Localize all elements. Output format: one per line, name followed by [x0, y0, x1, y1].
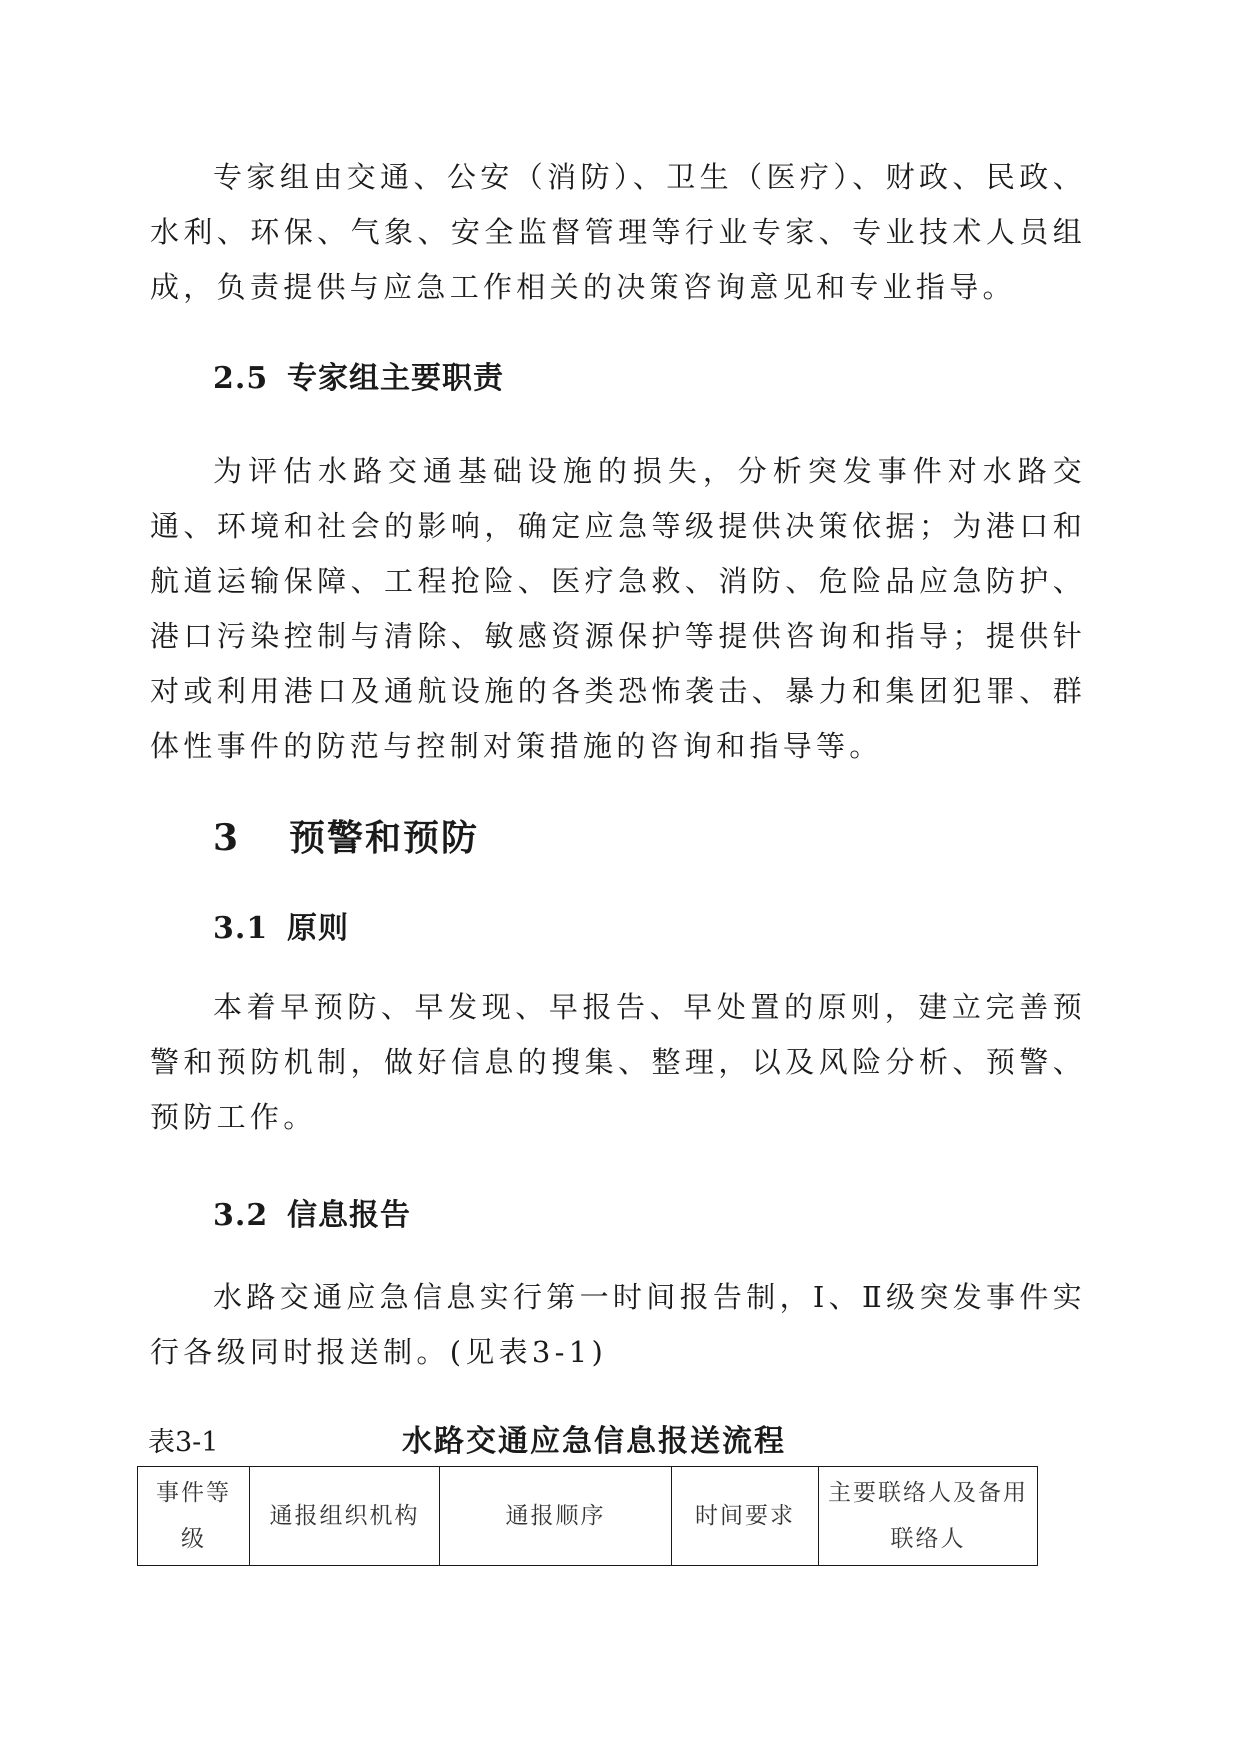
heading-3-2: [213, 1190, 411, 1234]
report-flow-table: [137, 1466, 1038, 1566]
paragraph-expert-group-composition: 专家组由交通、公安（消防）、卫生（医疗）、财政、民政、水利、环保、气象、安全监督管理等行业专家、专业技术人员组成，负责提供与应急工作相关的决策咨询意见和专业指导。: [150, 160, 1086, 304]
heading-title: 原则: [287, 911, 349, 946]
heading-title: 信息报告: [287, 1198, 411, 1233]
header-notifying-organization: 通报组织机构: [250, 1467, 440, 1566]
heading-number: 3.2: [213, 1198, 269, 1233]
heading-title: 专家组主要职责: [287, 361, 504, 396]
table-label: 表3-1: [148, 1427, 219, 1458]
heading-3-1: [213, 903, 349, 947]
header-contacts: 主要联络人及备用联络人: [819, 1467, 1038, 1566]
heading-2-5: [213, 353, 504, 397]
heading-number: 2.5: [213, 361, 269, 396]
heading-title: 预警和预防: [289, 817, 480, 859]
heading-number: 3: [213, 817, 241, 859]
paragraph-expert-group-duties: 为评估水路交通基础设施的损失，分析突发事件对水路交通、环境和社会的影响，确定应急等级提供决策依据；为港口和航道运输保障、工程抢险、医疗急救、消防、危险品应急防护、港口污染控制与清除、敏感资源保护等提供咨询和指导；提供针对或利用港口及通航设施的各类恐怖袭击、暴力和集团犯罪、群体性事件的防范与控制对策措施的咨询和指导等。: [150, 454, 1086, 763]
heading-3: [213, 810, 479, 861]
table-header-row: [138, 1467, 1038, 1566]
header-event-level: 事件等级: [138, 1467, 250, 1566]
paragraph-info-report: 水路交通应急信息实行第一时间报告制，Ⅰ、Ⅱ级突发事件实行各级同时报送制。(见表3-1): [150, 1280, 1086, 1369]
table-title: 水路交通应急信息报送流程: [402, 1424, 786, 1459]
header-time-requirement: 时间要求: [672, 1467, 819, 1566]
heading-number: 3.1: [213, 911, 269, 946]
header-notification-order: 通报顺序: [440, 1467, 672, 1566]
paragraph-principle: 本着早预防、早发现、早报告、早处置的原则，建立完善预警和预防机制，做好信息的搜集、整理，以及风险分析、预警、预防工作。: [150, 990, 1086, 1134]
